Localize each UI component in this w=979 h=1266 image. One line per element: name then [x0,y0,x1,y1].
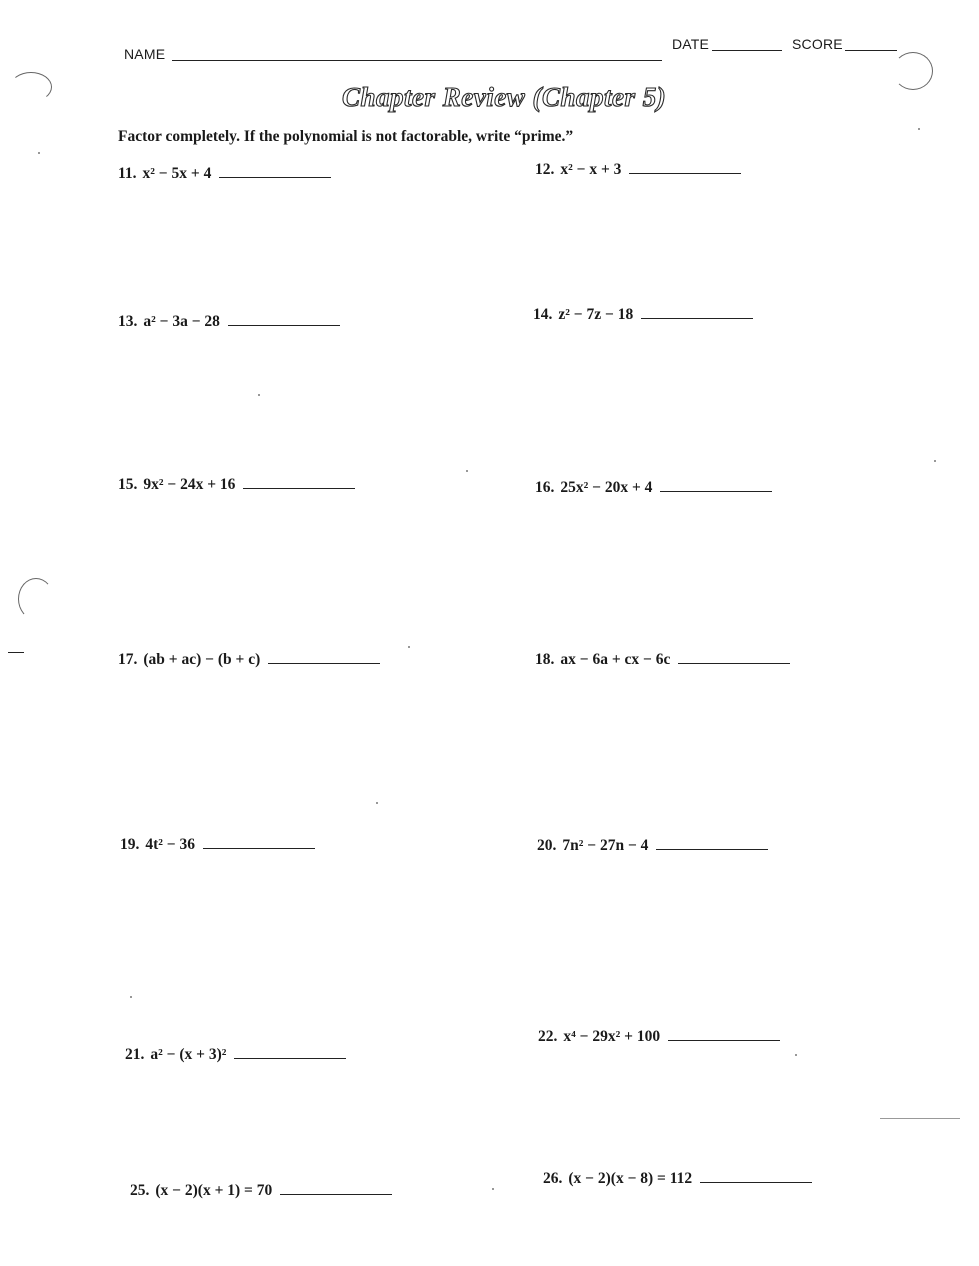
answer-line[interactable] [268,662,380,664]
problem-number: 21. [125,1046,145,1063]
problem-expression: 25x² − 20x + 4 [560,479,653,496]
problem-expression: 7n² − 27n − 4 [562,837,649,854]
problem-18 [535,651,790,669]
scan-speck [130,996,132,998]
score-label: SCORE [792,36,843,52]
problem-number: 15. [118,476,138,493]
problem-expression: a² − (x + 3)² [150,1046,227,1063]
problem-14 [533,306,753,324]
problem-17 [118,651,380,669]
problem-21 [125,1046,346,1064]
answer-line[interactable] [219,176,331,178]
problem-12 [535,161,741,179]
problem-number: 22. [538,1028,558,1045]
problem-expression: ax − 6a + cx − 6c [560,651,671,668]
scan-speck [918,128,920,130]
scan-speck [492,1188,494,1190]
problem-expression: x⁴ − 29x² + 100 [563,1028,661,1045]
answer-line[interactable] [234,1057,346,1059]
problem-15 [118,476,355,494]
scan-speck [466,470,468,472]
date-field-line[interactable] [712,50,782,51]
problem-16 [535,479,772,497]
margin-mark [8,652,24,653]
problem-expression: (ab + ac) − (b + c) [143,651,261,668]
answer-line[interactable] [228,324,340,326]
answer-line[interactable] [660,490,772,492]
problem-expression: x² − 5x + 4 [142,165,212,182]
problem-expression: z² − 7z − 18 [558,306,634,323]
answer-line[interactable] [678,662,790,664]
problem-25 [130,1182,392,1200]
punch-hole-mark [18,578,54,620]
margin-mark [880,1118,960,1119]
answer-line[interactable] [280,1193,392,1195]
problem-number: 14. [533,306,553,323]
scan-speck [258,394,260,396]
answer-line[interactable] [243,487,355,489]
problem-number: 11. [118,165,137,182]
scan-speck [934,460,936,462]
name-field-line[interactable] [172,60,662,61]
problem-number: 13. [118,313,138,330]
problem-expression: (x − 2)(x + 1) = 70 [155,1182,273,1199]
problem-number: 17. [118,651,138,668]
punch-hole-mark [10,72,52,102]
date-label: DATE [672,36,710,52]
problem-20 [537,837,768,855]
scan-speck [408,646,410,648]
problem-number: 25. [130,1182,150,1199]
problem-number: 26. [543,1170,563,1187]
problem-number: 12. [535,161,555,178]
problem-number: 19. [120,836,140,853]
answer-line[interactable] [203,847,315,849]
problem-26 [543,1170,812,1188]
scan-speck [795,1054,797,1056]
problem-expression: 4t² − 36 [145,836,196,853]
problem-expression: x² − x + 3 [560,161,622,178]
problem-expression: (x − 2)(x − 8) = 112 [568,1170,693,1187]
problem-expression: a² − 3a − 28 [143,313,220,330]
problem-expression: 9x² − 24x + 16 [143,476,236,493]
problem-number: 20. [537,837,557,854]
page-title: Chapter Review (Chapter 5) [342,82,667,112]
scan-speck [38,152,40,154]
answer-line[interactable] [629,172,741,174]
punch-hole-mark [893,52,933,90]
problem-19 [120,836,315,854]
problem-number: 16. [535,479,555,496]
answer-line[interactable] [700,1181,812,1183]
scan-speck [376,802,378,804]
score-field-line[interactable] [845,50,897,51]
problem-13 [118,313,340,331]
answer-line[interactable] [656,848,768,850]
answer-line[interactable] [668,1039,780,1041]
instructions: Factor completely. If the polynomial is not factorable, write “prime.” [118,128,574,145]
problem-11 [118,165,331,183]
problem-22 [538,1028,780,1046]
problem-number: 18. [535,651,555,668]
answer-line[interactable] [641,317,753,319]
name-label: NAME [124,46,166,62]
